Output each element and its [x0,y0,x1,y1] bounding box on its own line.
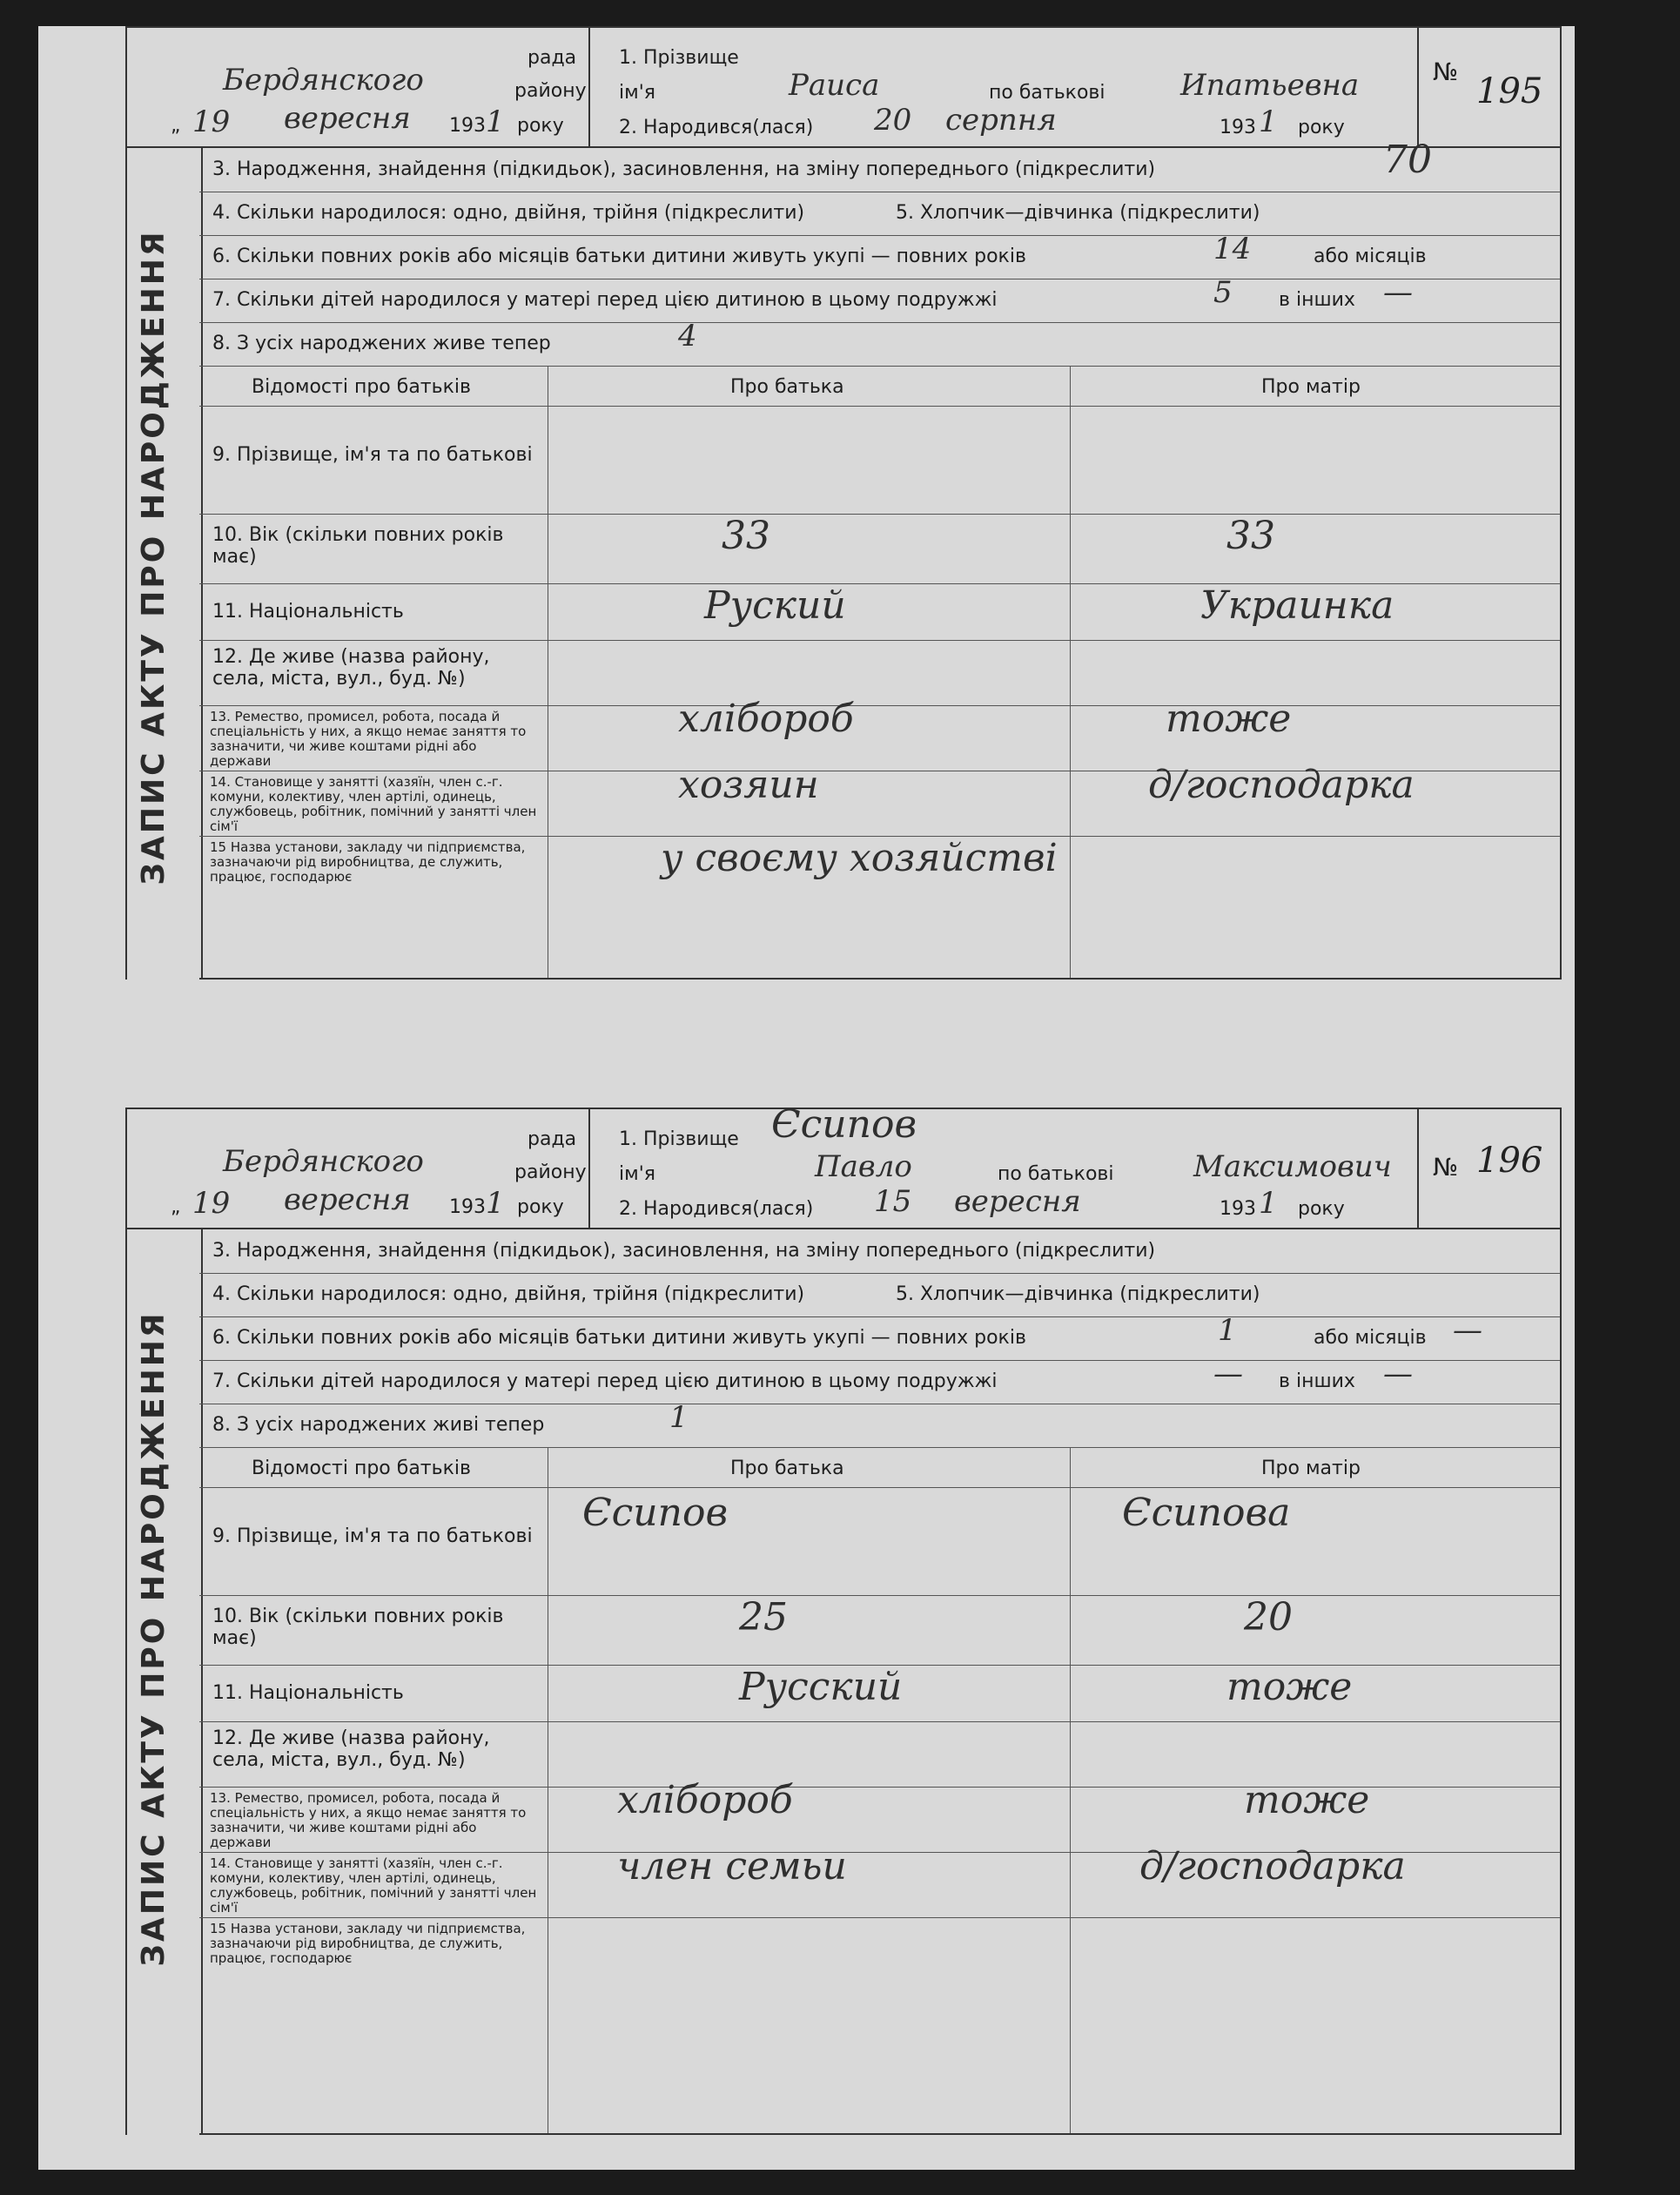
year-digit: 1 [486,1186,505,1221]
q4-label: 4. Скільки народилося: одно, двійня, трійня (підкреслити) [212,202,805,224]
col-info-header: Відомості про батьків [252,376,471,398]
record-body [199,138,1562,980]
q5-label: 5. Хлопчик—дівчинка (підкреслити) [896,1283,1260,1305]
col-father-header: Про батька [730,376,844,398]
q8-alive: 4 [678,319,697,353]
father-occupation: хлібороб [678,697,854,741]
r10-label: 10. Вік (скільки повних років має) [212,524,504,568]
r12-label: 12. Де живе (назва району, села, міста, вул., буд. №) [212,1727,490,1771]
q4-label: 4. Скільки народилося: одно, двійня, трійня (підкреслити) [212,1283,805,1305]
side-title: ЗАПИС АКТУ ПРО НАРОДЖЕННЯ [136,1310,171,1967]
birth-record-2 [125,1102,1562,2135]
patronymic-label: по батькові [989,82,1105,104]
father-status: хозяин [678,763,819,807]
q3-label: 3. Народження, знайдення (підкидьок), засиновлення, на зміну попереднього (підкреслити) [212,1240,1156,1262]
born-month: вересня [954,1184,1081,1219]
year-prefix: 193 [449,115,486,137]
father-nationality: Русский [739,1665,903,1709]
q8-label: 8. З усіх народжених живі тепер [212,1414,545,1436]
r9-label: 9. Прізвище, ім'я та по батькові [212,1525,533,1547]
number-label: № [1433,57,1459,86]
col-mother-header: Про матір [1261,376,1361,398]
father-workplace: у своєму хозяйстві [661,836,1058,880]
q6-months-label: або місяців [1314,246,1427,267]
born-year-label: року [1298,1198,1345,1220]
q6-months: — [1453,1313,1482,1348]
child-patronymic: Ипатьевна [1180,68,1360,103]
raion-label: району [514,80,587,102]
year-label: року [517,115,564,137]
child-surname: Єсипов [771,1102,917,1147]
mother-nationality: Украинка [1200,583,1394,628]
raion-label: району [514,1161,587,1183]
born-day: 15 [874,1184,912,1219]
mother-nationality: тоже [1226,1665,1353,1709]
q5-label: 5. Хлопчик—дівчинка (підкреслити) [896,202,1260,224]
q6-years: 14 [1213,232,1252,266]
rada-label: рада [528,47,577,69]
surname-label: 1. Прізвище [619,47,739,69]
born-year-digit: 1 [1259,1186,1278,1221]
r14-label: 14. Становище у занятті (хазяїн, член с.-г. комуни, колективу, член артілі, одинець, службовець, робітник, помічний у занятті член сім'ї [210,774,537,834]
date-month: вересня [284,101,411,136]
q6-label: 6. Скільки повних років або місяців батьки дитини живуть укупі — повних років [212,1327,1026,1349]
q7-children: 5 [1213,275,1233,310]
name-label: ім'я [619,82,655,104]
q7-children: — [1213,1357,1243,1391]
year-digit: 1 [486,104,505,139]
father-name-line1: Єсипов [582,1491,729,1535]
year-prefix: 193 [449,1196,486,1218]
father-occupation: хлібороб [617,1778,793,1822]
record-header: рада Бердянского району „ 19 вересня 193 1 року 1. Прізвище ім'я Раиса по батькові Ипатьевна 2. Народився(лася) 20 серпня 193 1 року № 195 [125,26,1562,148]
r13-label: 13. Ремество, промисел, робота, посада й спеціальність у них, а якщо немає заняття то зазначити, чи живе коштами рідні або держави [210,1790,527,1850]
q7-label: 7. Скільки дітей народилося у матері перед цією дитиною в цьому подружжі [212,1370,998,1392]
q7-other: — [1383,1357,1413,1391]
year-label: року [517,1196,564,1218]
q8-alive: 1 [669,1400,689,1435]
side-column [125,148,203,980]
mother-age: 33 [1226,514,1275,558]
document-page [38,26,1575,2170]
q8-label: 8. З усіх народжених живе тепер [212,333,551,354]
r10-label: 10. Вік (скільки повних років має) [212,1606,504,1649]
surname-label: 1. Прізвище [619,1128,739,1150]
r11-label: 11. Національність [212,601,404,623]
record-body [199,1229,1562,2135]
q3-label: 3. Народження, знайдення (підкидьок), засиновлення, на зміну попереднього (підкреслити) [212,158,1156,180]
date-day: 19 [192,104,231,139]
born-year-digit: 1 [1259,104,1278,139]
name-label: ім'я [619,1163,655,1185]
born-year-label: року [1298,117,1345,138]
r14-label: 14. Становище у занятті (хазяїн, член с.-г. комуни, колективу, член артілі, одинець, службовець, робітник, помічний у занятті член сім'ї [210,1855,537,1916]
raion-handwriting: Бердянского [223,1144,424,1179]
mother-age: 20 [1244,1595,1293,1640]
mother-status: д/господарка [1148,763,1415,807]
date-month: вересня [284,1182,411,1217]
mother-status: д/господарка [1139,1844,1406,1889]
born-label: 2. Народився(лася) [619,1198,814,1220]
q7-other-label: в інших [1279,1370,1355,1392]
q7-other-label: в інших [1279,289,1355,311]
child-name: Павло [815,1149,912,1184]
child-patronymic: Максимович [1193,1149,1392,1184]
child-name: Раиса [789,68,880,103]
birth-record-1 [125,26,1562,980]
raion-handwriting: Бердянского [223,63,424,98]
r11-label: 11. Національність [212,1682,404,1704]
col-father-header: Про батька [730,1458,844,1479]
r13-label: 13. Ремество, промисел, робота, посада й спеціальність у них, а якщо немає заняття то зазначити, чи живе коштами рідні або держави [210,709,527,769]
q7-other: — [1383,275,1413,310]
col-info-header: Відомості про батьків [252,1458,471,1479]
r9-label: 9. Прізвище, ім'я та по батькові [212,444,533,466]
number-label: № [1433,1153,1459,1182]
father-age: 25 [739,1595,788,1640]
born-month: серпня [945,103,1057,138]
r12-label: 12. Де живе (назва району, села, міста, вул., буд. №) [212,646,490,690]
date-day: 19 [192,1186,231,1221]
side-title: ЗАПИС АКТУ ПРО НАРОДЖЕННЯ [136,229,171,885]
q7-label: 7. Скільки дітей народилося у матері перед цією дитиною в цьому подружжі [212,289,998,311]
record-number: 195 [1476,71,1543,111]
rada-label: рада [528,1128,577,1150]
born-year-prefix: 193 [1220,117,1256,138]
born-year-prefix: 193 [1220,1198,1256,1220]
r15-label: 15 Назва установи, закладу чи підприємства, зазначаючи рід виробництва, де служить, працює, господарює [210,1921,526,1966]
father-status: член семьи [617,1844,847,1889]
r15-label: 15 Назва установи, закладу чи підприємства, зазначаючи рід виробництва, де служить, працює, господарює [210,839,526,885]
born-label: 2. Народився(лася) [619,117,814,138]
father-nationality: Руский [704,583,846,628]
q6-years: 1 [1218,1313,1237,1348]
q6-label: 6. Скільки повних років або місяців батьки дитини живуть укупі — повних років [212,246,1026,267]
record-header: рада Бердянского району „ 19 вересня 193 1 року 1. Прізвище Єсипов ім'я Павло по батькові Максимович 2. Народився(лася) 15 вересня 193 1 року № 196 [125,1108,1562,1229]
mother-occupation: тоже [1166,697,1292,741]
col-mother-header: Про матір [1261,1458,1361,1479]
father-age: 33 [722,514,770,558]
q6-months-label: або місяців [1314,1327,1427,1349]
side-column [125,1229,203,2135]
handwritten-70: 70 [1383,138,1432,182]
mother-occupation: тоже [1244,1778,1370,1822]
record-number: 196 [1476,1141,1543,1181]
patronymic-label: по батькові [998,1163,1114,1185]
mother-name-line1: Єсипова [1122,1491,1291,1535]
born-day: 20 [874,103,912,138]
